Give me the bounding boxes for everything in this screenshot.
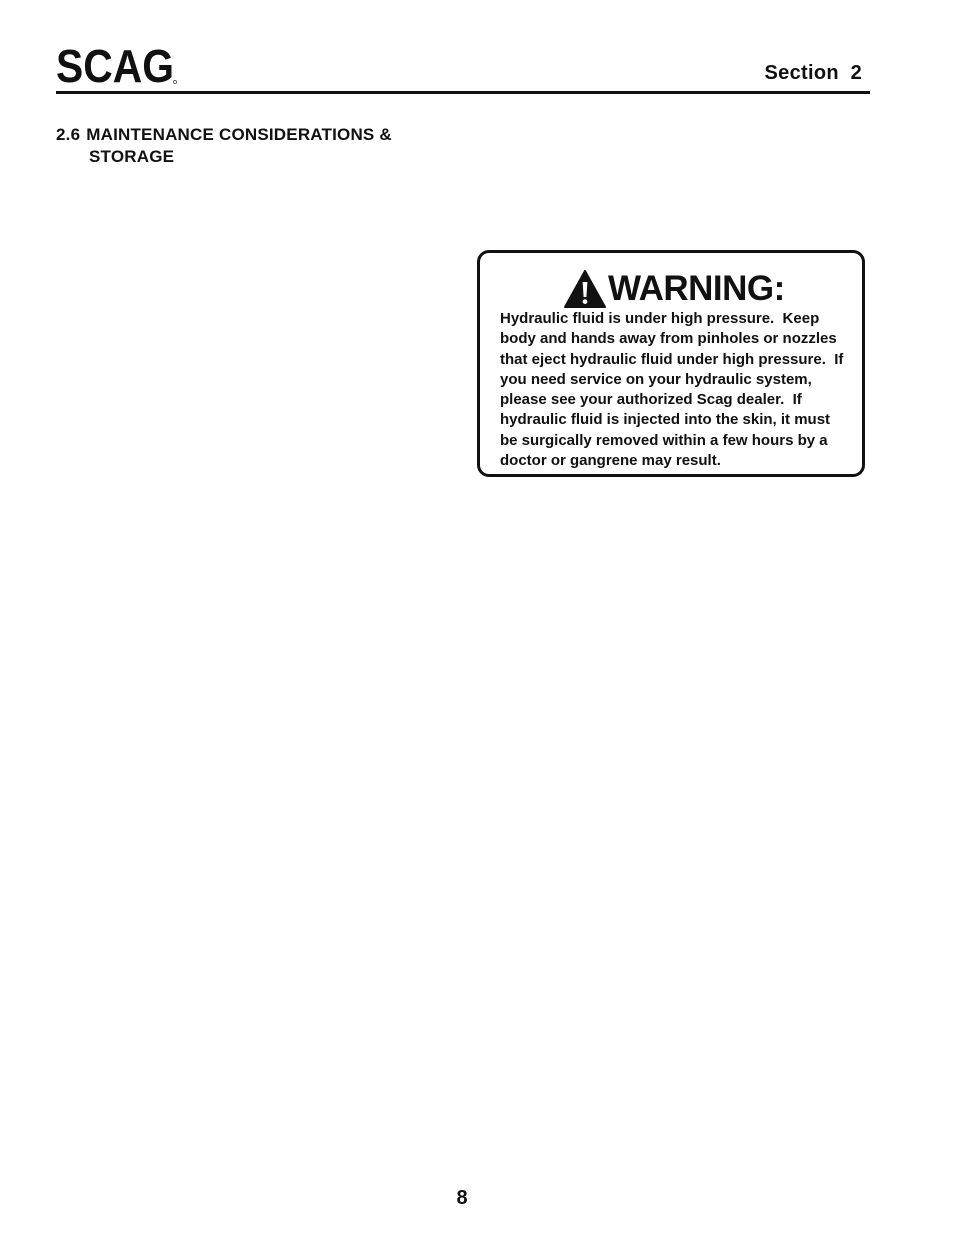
warning-title [564,270,785,308]
warning-line: body and hands away from pinholes or nozzles [500,330,837,348]
warning-text [500,309,864,471]
warning-line: doctor or gangrene may result. [500,452,721,470]
section-heading [56,124,392,168]
warning-box [477,250,865,477]
warning-line: please see your authorized Scag dealer. If [500,391,802,409]
scag-logo [56,42,178,86]
heading-number: 2.6 [56,125,81,144]
warning-line: hydraulic fluid is injected into the skin, it must [500,411,831,429]
warning-line: you need service on your hydraulic system, [500,370,812,388]
heading-line-1: MAINTENANCE CONSIDERATIONS & [86,125,392,144]
warning-triangle-icon [564,270,606,308]
warning-word: WARNING: [608,269,785,308]
header-divider [56,91,870,94]
heading-line-2: STORAGE [89,147,175,166]
page-number: 8 [456,1187,468,1209]
scag-logo-lettering: SCAG [56,42,174,86]
warning-line: that eject hydraulic fluid under high pressure. If [500,350,844,368]
warning-line: Hydraulic fluid is under high pressure. Keep [500,310,820,327]
section-label: Section 2 [764,62,862,84]
scag-logo-mark [56,42,178,86]
warning-line: be surgically removed within a few hours by a [500,431,828,449]
